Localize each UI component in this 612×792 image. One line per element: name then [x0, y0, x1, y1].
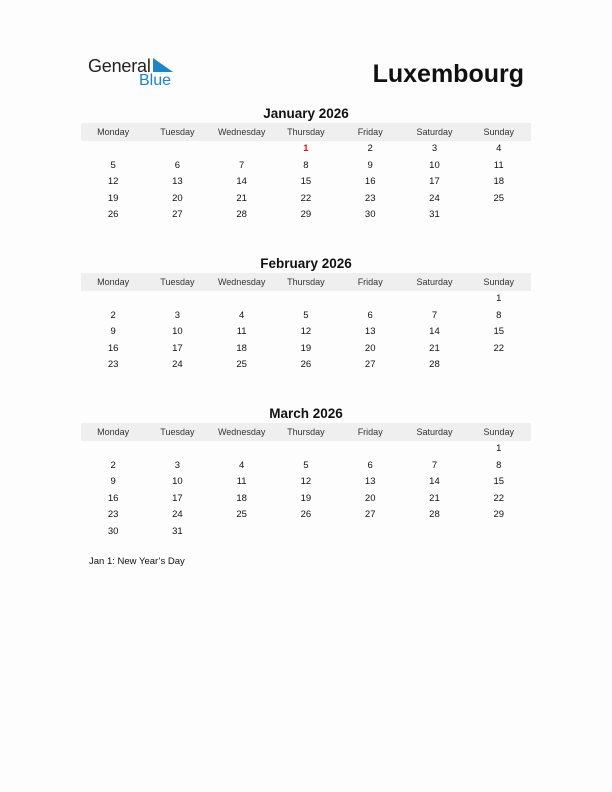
day-cell: 6 — [367, 309, 373, 321]
day-cell — [210, 524, 274, 541]
day-cell: 5 — [110, 159, 116, 171]
day-cell: 24 — [172, 359, 183, 371]
week-row — [81, 458, 531, 475]
brand-name-general: General — [88, 56, 151, 76]
week-row — [81, 291, 531, 308]
day-cell: 18 — [236, 342, 247, 354]
day-cell: 20 — [172, 192, 183, 204]
day-cell: 28 — [236, 209, 247, 221]
day-cell: 13 — [364, 326, 376, 338]
day-cell — [81, 441, 145, 458]
week-row — [81, 441, 531, 458]
week-row — [81, 357, 531, 374]
day-cell: 25 — [493, 192, 505, 204]
day-cell: 26 — [107, 209, 119, 221]
day-cell: 26 — [300, 509, 312, 521]
weekday-label: Saturday — [416, 277, 453, 287]
day-cell: 1 — [496, 443, 502, 454]
day-cell — [274, 291, 338, 308]
weekday-label: Saturday — [416, 127, 453, 137]
day-cell: 17 — [172, 492, 183, 504]
weekday-label: Saturday — [416, 427, 453, 437]
day-cell: 16 — [107, 342, 119, 354]
month-title: January 2026 — [263, 106, 349, 121]
day-cell — [338, 291, 402, 308]
weekday-label: Wednesday — [217, 427, 266, 437]
day-cell: 14 — [429, 326, 440, 338]
weekday-label: Monday — [97, 127, 130, 137]
day-cell: 20 — [364, 492, 376, 504]
weekday-label: Monday — [97, 277, 130, 287]
day-cell: 19 — [300, 342, 312, 354]
day-cell: 30 — [107, 525, 119, 537]
day-cell: 2 — [367, 143, 373, 154]
day-cell — [145, 441, 209, 458]
day-cell: 22 — [493, 492, 505, 504]
day-cell: 8 — [496, 459, 502, 471]
day-cell: 10 — [172, 326, 183, 338]
day-cell — [467, 357, 531, 374]
day-cell — [338, 441, 402, 458]
week-row — [81, 158, 531, 175]
month-january — [81, 105, 531, 224]
day-cell: 23 — [107, 509, 119, 521]
day-cell: 24 — [429, 192, 440, 204]
day-cell: 6 — [174, 159, 181, 171]
week-row — [81, 308, 531, 325]
day-cell — [338, 524, 402, 541]
day-cell — [145, 141, 209, 158]
month-february — [81, 255, 531, 374]
weekday-label: Tuesday — [160, 127, 195, 137]
day-cell: 12 — [300, 476, 312, 488]
day-cell: 10 — [429, 159, 440, 171]
day-cell — [210, 141, 274, 158]
day-cell: 3 — [431, 143, 438, 154]
day-cell: 16 — [364, 176, 376, 188]
weekday-header — [81, 423, 531, 441]
day-cell: 7 — [239, 159, 245, 171]
weekday-label: Wednesday — [217, 127, 266, 137]
day-cell: 17 — [429, 176, 440, 188]
week-row — [81, 207, 531, 224]
weekday-header — [81, 123, 531, 141]
month-title: March 2026 — [269, 406, 343, 421]
day-cell: 4 — [239, 309, 245, 321]
weekday-label: Friday — [357, 277, 383, 287]
day-cell — [210, 441, 274, 458]
day-cell: 11 — [236, 326, 247, 338]
day-cell: 29 — [493, 509, 505, 521]
day-cell: 2 — [110, 309, 116, 321]
week-row — [81, 524, 531, 541]
weekday-label: Tuesday — [160, 427, 195, 437]
day-cell: 12 — [107, 176, 119, 188]
day-cell: 21 — [236, 192, 247, 204]
day-cell — [145, 291, 209, 308]
month-march — [81, 405, 531, 541]
week-row — [81, 191, 531, 208]
day-cell: 6 — [367, 459, 373, 471]
day-cell: 7 — [431, 309, 438, 321]
day-cell: 28 — [429, 509, 440, 521]
day-cell — [402, 441, 466, 458]
day-cell: 27 — [172, 209, 183, 221]
week-row — [81, 324, 531, 341]
day-cell: 9 — [367, 159, 373, 171]
day-cell: 28 — [429, 359, 440, 371]
weekday-label: Thursday — [287, 127, 325, 137]
day-cell: 18 — [493, 176, 505, 188]
day-cell — [402, 524, 466, 541]
day-cell: 30 — [364, 209, 376, 221]
day-cell: 22 — [300, 192, 312, 204]
week-row — [81, 474, 531, 491]
day-cell: 31 — [172, 525, 183, 537]
brand-name-blue: Blue — [139, 72, 172, 89]
day-cell: 20 — [364, 342, 376, 354]
holiday-day-cell: 1 — [303, 143, 309, 154]
week-row — [81, 507, 531, 524]
weekday-label: Sunday — [483, 127, 514, 137]
week-row — [81, 341, 531, 358]
day-cell: 8 — [496, 309, 502, 321]
day-cell: 3 — [174, 459, 181, 471]
day-cell: 10 — [172, 476, 183, 488]
day-cell: 22 — [493, 342, 505, 354]
day-cell: 13 — [364, 476, 376, 488]
day-cell: 25 — [236, 359, 247, 371]
day-cell: 18 — [236, 492, 247, 504]
week-row — [81, 491, 531, 508]
day-cell: 27 — [364, 509, 376, 521]
weekday-label: Friday — [357, 127, 383, 137]
day-cell: 31 — [429, 209, 440, 221]
weekday-label: Monday — [97, 427, 130, 437]
day-cell: 23 — [107, 359, 119, 371]
country-title: Luxembourg — [372, 60, 524, 88]
day-cell: 13 — [172, 176, 183, 188]
day-cell: 25 — [236, 509, 247, 521]
day-cell: 9 — [110, 476, 116, 488]
weekday-label: Thursday — [287, 427, 325, 437]
day-cell: 12 — [300, 326, 312, 338]
day-cell: 8 — [303, 159, 309, 171]
day-cell: 16 — [107, 492, 119, 504]
day-cell: 11 — [236, 476, 247, 488]
day-cell: 15 — [300, 176, 312, 188]
weekday-label: Friday — [357, 427, 383, 437]
week-row — [81, 141, 531, 158]
day-cell: 14 — [236, 176, 247, 188]
day-cell: 5 — [303, 459, 309, 471]
day-cell: 19 — [107, 192, 119, 204]
day-cell: 26 — [300, 359, 312, 371]
day-cell: 3 — [174, 309, 181, 321]
day-cell: 21 — [429, 492, 440, 504]
day-cell — [467, 524, 531, 541]
day-cell — [274, 524, 338, 541]
day-cell: 4 — [496, 143, 502, 154]
weekday-label: Tuesday — [160, 277, 195, 287]
day-cell: 27 — [364, 359, 376, 371]
day-cell: 5 — [303, 309, 309, 321]
day-cell: 9 — [110, 326, 116, 338]
weekday-label: Wednesday — [217, 277, 266, 287]
month-title: February 2026 — [260, 256, 352, 271]
day-cell — [467, 207, 531, 224]
day-cell: 11 — [493, 159, 504, 171]
day-cell: 15 — [493, 326, 505, 338]
day-cell — [210, 291, 274, 308]
weekday-label: Thursday — [287, 277, 325, 287]
day-cell: 14 — [429, 476, 440, 488]
weekday-label: Sunday — [483, 427, 514, 437]
day-cell — [274, 441, 338, 458]
day-cell — [81, 291, 145, 308]
day-cell: 1 — [496, 293, 502, 304]
holiday-note: Jan 1: New Year’s Day — [89, 556, 185, 567]
day-cell: 24 — [172, 509, 183, 521]
weekday-header — [81, 273, 531, 291]
week-row — [81, 174, 531, 191]
day-cell: 15 — [493, 476, 505, 488]
day-cell — [81, 141, 145, 158]
day-cell — [402, 291, 466, 308]
day-cell: 7 — [431, 459, 438, 471]
day-cell: 23 — [364, 192, 376, 204]
day-cell: 21 — [429, 342, 440, 354]
day-cell: 29 — [300, 209, 312, 221]
day-cell: 17 — [172, 342, 183, 354]
day-cell: 19 — [300, 492, 312, 504]
day-cell: 2 — [110, 459, 116, 471]
weekday-label: Sunday — [483, 277, 514, 287]
brand-logo — [88, 56, 188, 92]
day-cell: 4 — [239, 459, 245, 471]
